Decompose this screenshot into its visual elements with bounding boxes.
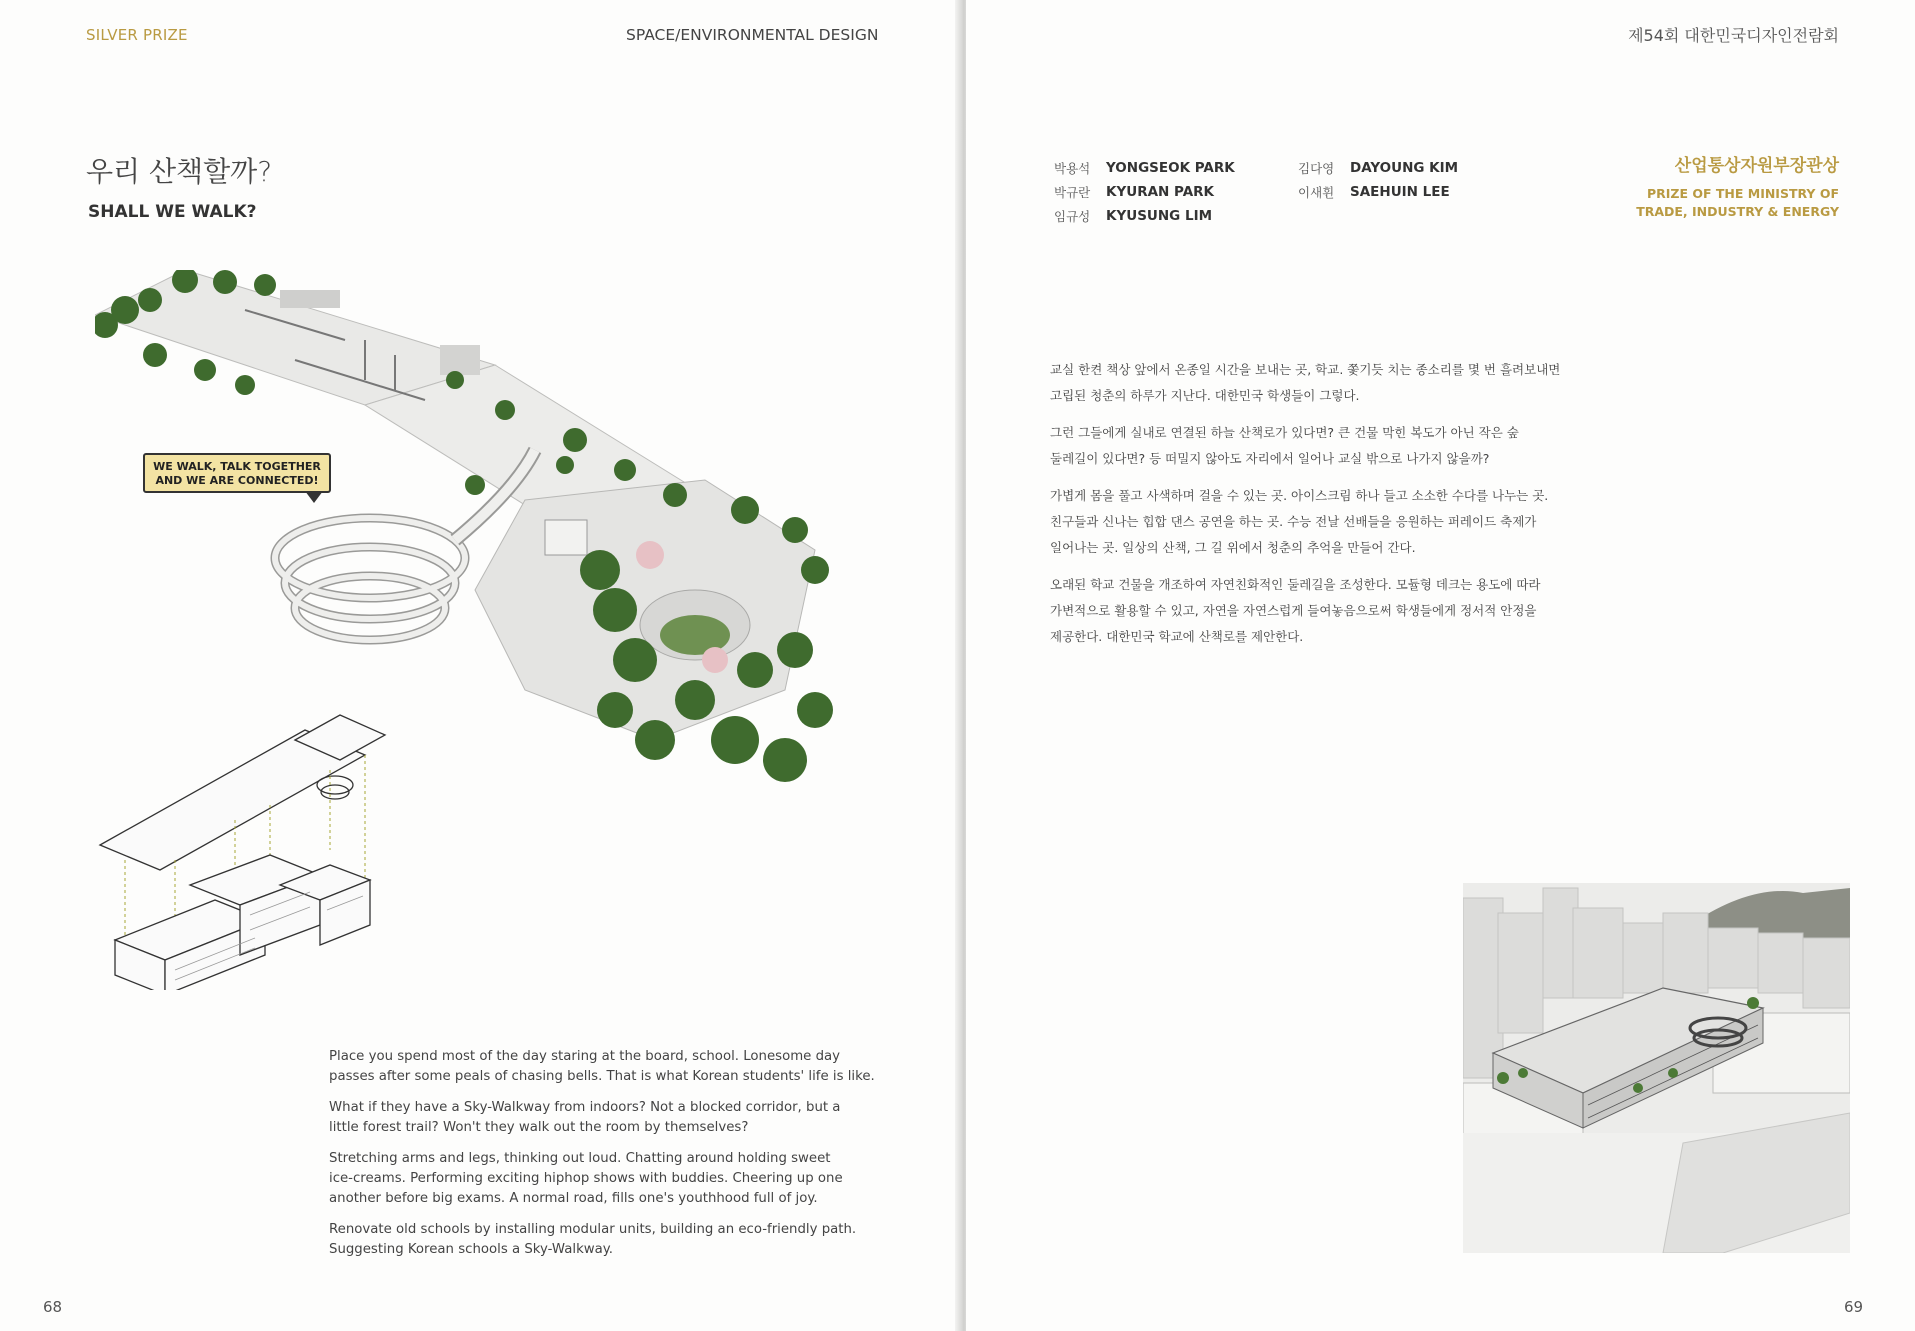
credits-column-2 (1298, 156, 1458, 204)
prize-title-en: PRIZE OF THE MINISTRY OF TRADE, INDUSTRY & ENERGY (1636, 186, 1839, 219)
description-ko (1050, 357, 1610, 661)
callout-line-2: AND WE ARE CONNECTED! (155, 474, 319, 487)
page-number-right: 69 (1844, 1298, 1864, 1316)
description-en (329, 1047, 889, 1271)
paragraph-ko-1: 교실 한켠 책상 앞에서 온종일 시간을 보내는 곳, 학교. 쫓기듯 치는 종소리를 몇 번 흘려보내면 고립된 청춘의 하루가 지난다. 대한민국 학생들이 그렇다. (1050, 362, 1561, 403)
right-page (966, 0, 1915, 1331)
callout-tail (305, 491, 323, 503)
callout-bubble (143, 453, 331, 493)
prize-title-ko: 산업통상자원부장관상 (1674, 156, 1839, 176)
aerial-rendering (1463, 883, 1850, 1253)
paragraph-ko-2: 그런 그들에게 실내로 연결된 하늘 산책로가 있다면? 큰 건물 막힌 복도가 아닌 작은 숲 둘레길이 있다면? 등 떠밀지 않아도 자리에서 일어나 교실 밖으로 나가지 않을까? (1050, 425, 1519, 466)
paragraph-en-3: Stretching arms and legs, thinking out loud. Chatting around holding sweet ice-creams. Performing exciting hiphop shows with buddies. Cheering up one another before big exams. A normal road, fills one's youthhood full of joy. (329, 1151, 843, 1206)
project-title-en: SHALL WE WALK? (88, 202, 257, 222)
callout-line-1: WE WALK, TALK TOGETHER (153, 460, 321, 473)
credit-row: 임규성 KYUSUNG LIM (1054, 208, 1213, 224)
credit-row: 박규란 KYURAN PARK (1054, 184, 1214, 200)
paragraph-en-4: Renovate old schools by installing modular units, building an eco-friendly path. Suggesting Korean schools a Sky-Walkway. (329, 1222, 857, 1257)
credit-row: 이새휜 SAEHUIN LEE (1298, 184, 1450, 200)
exhibition-title: 제54회 대한민국디자인전람회 (1628, 26, 1839, 45)
paragraph-ko-4: 오래된 학교 건물을 개조하여 자연친화적인 둘레길을 조성한다. 모듈형 데크는 용도에 따라 가변적으로 활용할 수 있고, 자연을 자연스럽게 들여놓음으로써 학생들에게 정서적 안정을 제공한다. 대한민국 학교에 산책로를 제안한다. (1050, 577, 1541, 644)
paragraph-en-2: What if they have a Sky-Walkway from indoors? Not a blocked corridor, but a little forest trail? Won't they walk out the room by themselves? (329, 1100, 841, 1135)
project-title-ko: 우리 산책할까? (86, 155, 273, 188)
credit-row: 박용석 YONGSEOK PARK (1054, 160, 1235, 176)
award-label: SILVER PRIZE (86, 26, 188, 44)
section-label: SPACE/ENVIRONMENTAL DESIGN (626, 26, 879, 44)
paragraph-en-1: Place you spend most of the day staring at the board, school. Lonesome day passes after some peals of chasing bells. That is what Korean students' life is like. (329, 1049, 875, 1084)
credit-row: 김다영 DAYOUNG KIM (1298, 160, 1459, 176)
page-number-left: 68 (43, 1298, 63, 1316)
paragraph-ko-3: 가볍게 몸을 풀고 사색하며 걸을 수 있는 곳. 아이스크림 하나 들고 소소한 수다를 나누는 곳. 친구들과 신나는 힙합 댄스 공연을 하는 곳. 수능 전날 선배들을 응원하는 퍼레이드 축제가 일어나는 곳. 일상의 산책, 그 길 위에서 청춘의 추억을 만들어 간다. (1050, 488, 1549, 555)
axonometric-diagram (95, 710, 455, 990)
credits-column-1 (1054, 156, 1235, 228)
